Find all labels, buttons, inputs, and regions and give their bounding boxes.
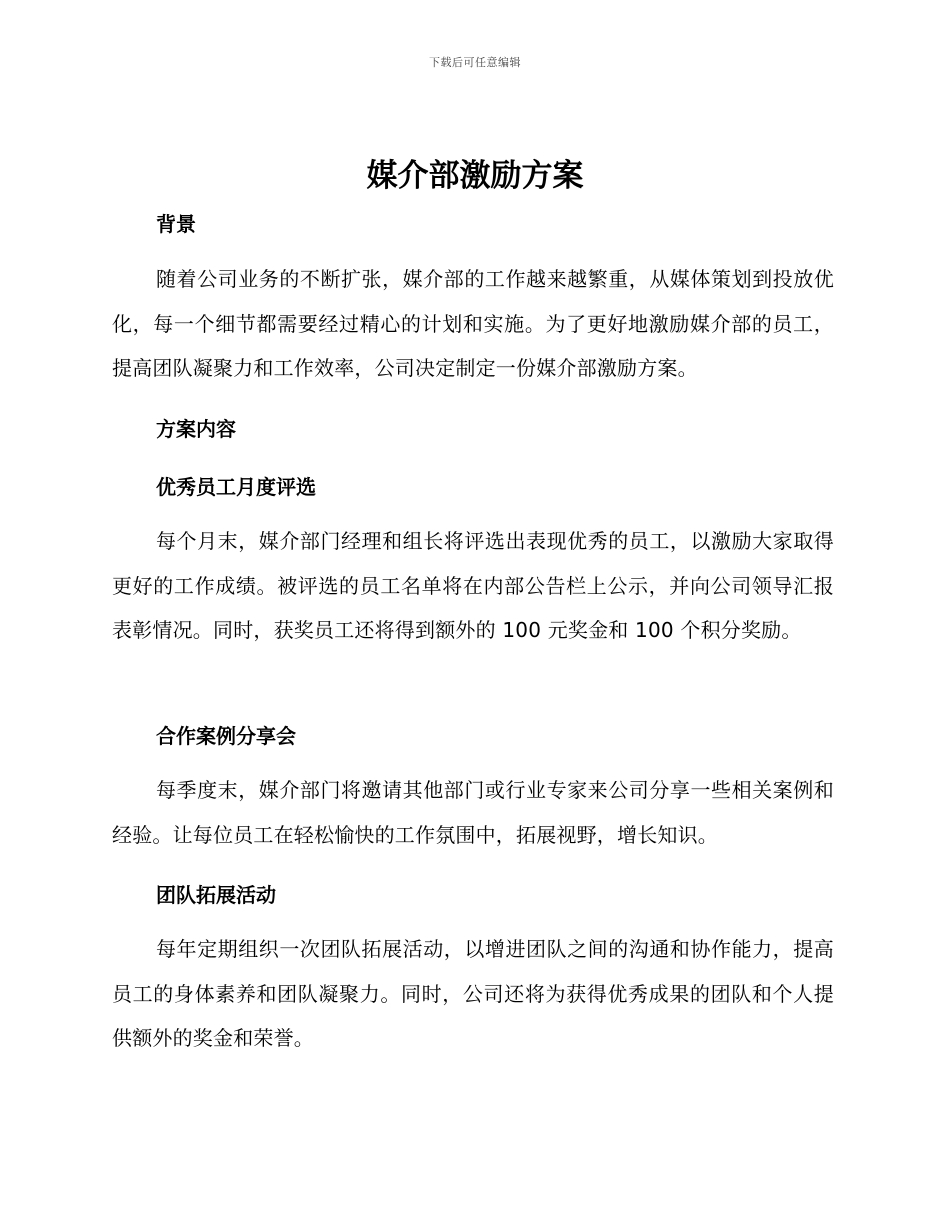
heading-case-sharing: 合作案例分享会: [156, 724, 296, 748]
paragraph-background: 随着公司业务的不断扩张，媒介部的工作越来越繁重，从媒体策划到投放优化，每一个细节都需要经过精心的计划和实施。为了更好地激励媒介部的员工，提高团队凝聚力和工作效率，公司决定制定一份媒介部激励方案。: [112, 267, 834, 381]
heading-plan-content: 方案内容: [156, 417, 236, 441]
heading-background: 背景: [156, 212, 196, 236]
heading-team-building: 团队拓展活动: [156, 883, 276, 907]
paragraph-case-sharing: 每季度末，媒介部门将邀请其他部门或行业专家来公司分享一些相关案例和经验。让每位员工在轻松愉快的工作氛围中，拓展视野，增长知识。: [112, 778, 834, 847]
document-title: 媒介部激励方案: [366, 158, 584, 194]
paragraph-team-building: 每年定期组织一次团队拓展活动，以增进团队之间的沟通和协作能力，提高员工的身体素养和团队凝聚力。同时，公司还将为获得优秀成果的团队和个人提供额外的奖金和荣誉。: [112, 937, 834, 1051]
heading-monthly-award: 优秀员工月度评选: [156, 475, 316, 499]
paragraph-monthly-award: 每个月末，媒介部门经理和组长将评选出表现优秀的员工，以激励大家取得更好的工作成绩。被评选的员工名单将在内部公告栏上公示，并向公司领导汇报表彰情况。同时，获奖员工还将得到额外的 100 元奖金和 100 个积分奖励。: [112, 529, 834, 643]
header-note: 下载后可任意编辑: [429, 56, 521, 69]
